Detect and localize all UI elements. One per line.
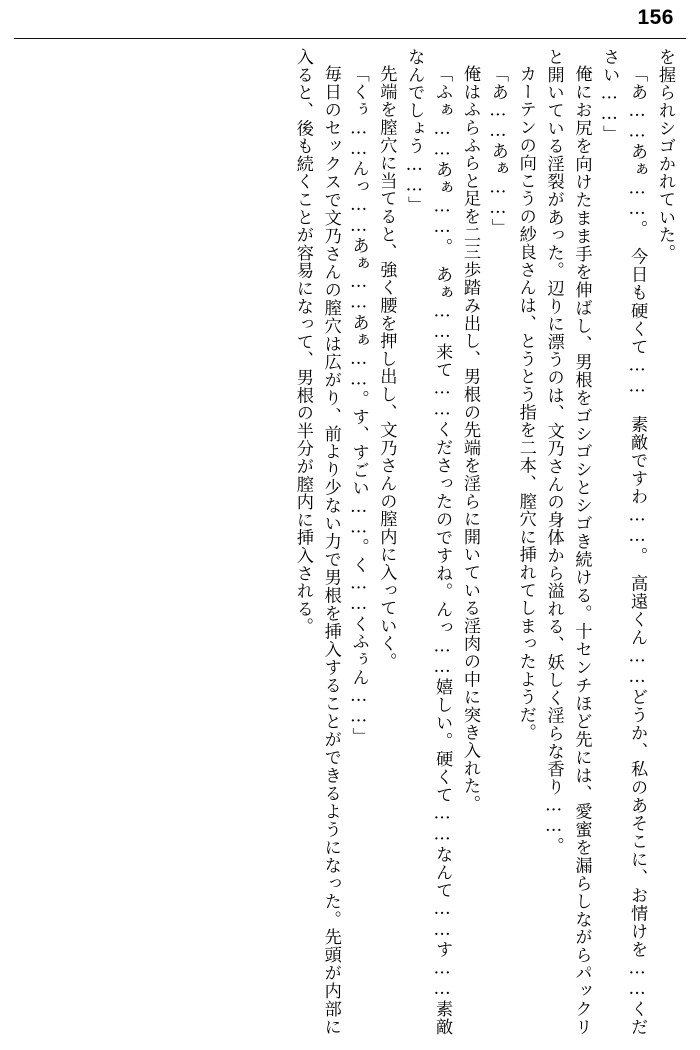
page-number: 156 — [637, 6, 674, 29]
paragraph: 俺にお尻を向けたまま手を伸ばし、男根をゴシゴシとシゴき続ける。十センチほど先には、愛蜜を漏らしながらパックリと開いている淫裂があった。辺りに漂うのは、文乃さんの身体から溢れる、妖しく淫らな香り……。 — [543, 48, 592, 1036]
paragraph: 毎日のセックスで文乃さんの膣穴は広がり、前より少ない力で男根を挿入することができるようになった。先頭が内部に入ると、後も続くことが容易になって、男根の半分が膣内に挿入される。 — [292, 48, 341, 1036]
paragraph: 先端を膣穴に当てると、強く腰を押し出し、文乃さんの膣内に入っていく。 — [376, 65, 397, 671]
paragraph: 俺はふらふらと足を二三歩踏み出し、男根の先端を淫らに開いている淫肉の中に突き入れた。 — [459, 65, 480, 813]
paragraph: 「くぅ……んっ……あぁ……あぁ……。す、すごい……。く……くふぅん……」 — [348, 65, 369, 746]
paragraph: 「ふぁ……あぁ……。 あぁ……来て……くださったのですね。んっ……嬉しい。硬くて……なんて……す……素敵なんでしょう……」 — [404, 48, 453, 1036]
paragraph: 「あ……あぁ……」 — [487, 65, 508, 237]
paragraph: 「あ……あぁ……。 今日も硬くて…… 素敵ですわ……。 高遠くん……どうか、私のあそこに、お情けを……ください……」 — [599, 48, 648, 1036]
header-divider — [14, 38, 686, 39]
paragraph: カーテンの向こうの紗良さんは、とうとう指を二本、膣穴に挿れてしまったようだ。 — [515, 65, 536, 742]
page-body-text — [22, 48, 678, 1036]
paragraph: を握られシゴかれていた。 — [655, 48, 675, 262]
